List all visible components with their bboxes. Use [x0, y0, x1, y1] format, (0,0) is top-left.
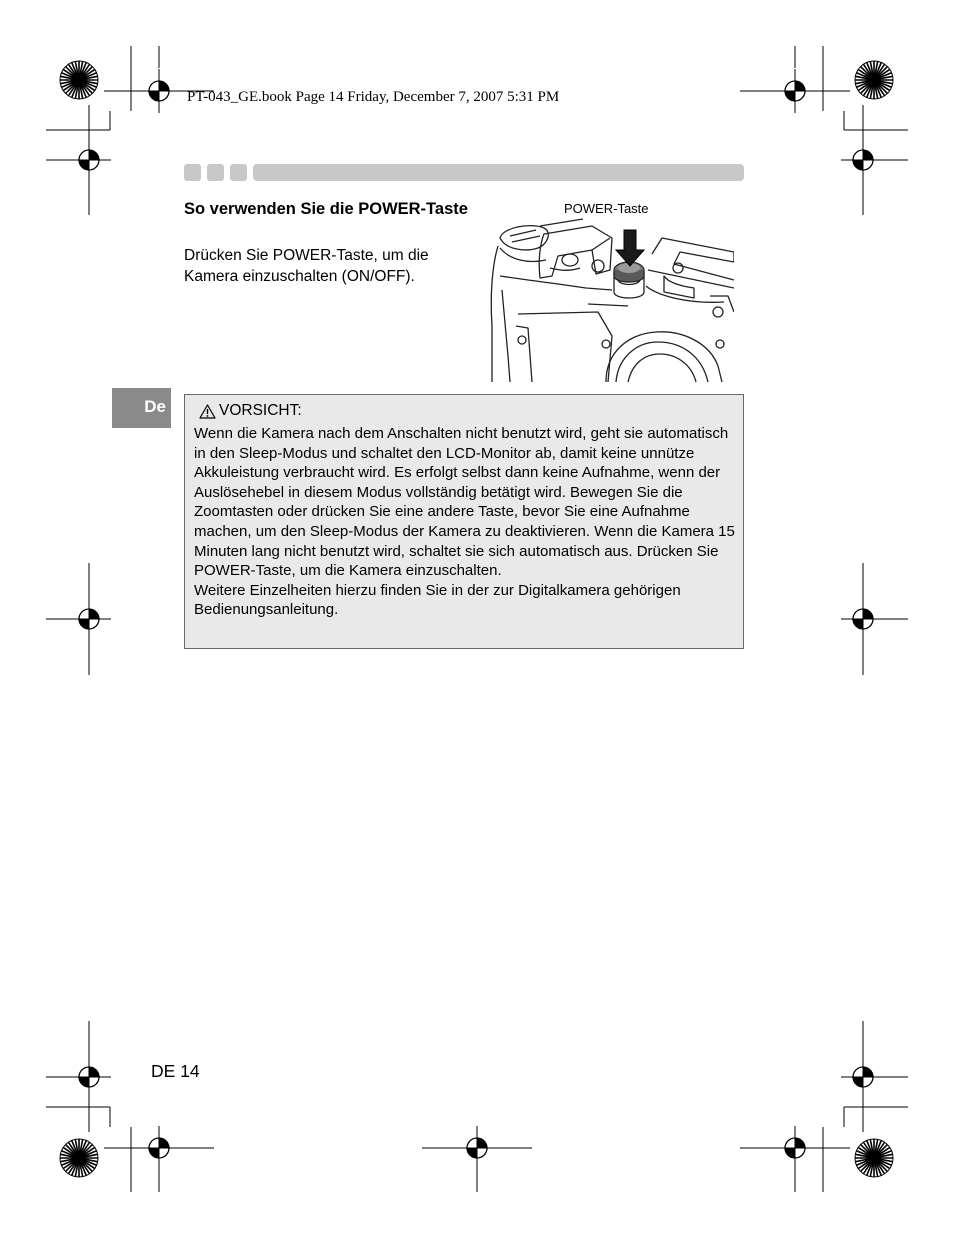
section-body: Drücken Sie POWER-Taste, um die Kamera einzuschalten (ON/OFF). [184, 247, 429, 285]
page-number: DE 14 [151, 1061, 200, 1081]
caution-box [184, 394, 744, 649]
language-tab [112, 388, 171, 428]
section-title: So verwenden Sie die POWER-Taste [184, 200, 468, 218]
camera-power-button-illustration [488, 216, 734, 384]
caution-title-row [199, 402, 302, 420]
heading-bar-square [207, 164, 224, 181]
caution-title: VORSICHT: [219, 402, 302, 419]
caution-body [194, 424, 739, 620]
caution-paragraph: Weitere Einzelheiten hierzu finden Sie in der zur Digitalkamera gehörigen Bedienungsanleitung. [194, 581, 681, 619]
print-header-line: PT-043_GE.book Page 14 Friday, December 7, 2007 5:31 PM [187, 89, 560, 105]
caution-paragraph: Wenn die Kamera nach dem Anschalten nicht benutzt wird, geht sie automatisch in den Sleep-Modus und schaltet den LCD-Monitor ab, damit keine unnütze Akkuleistung verbraucht wird. Es erfolgt selbst dann keine Aufnahme, wenn der Auslösehebel in diesem Modus vollständig betätigt wird. Bewegen Sie die Zoomtasten oder drücken Sie eine andere Taste, bevor Sie eine Aufnahme machen, um den Sleep-Modus der Kamera zu deaktivieren. Wenn die Kamera 15 Minuten lang nicht benutzt wird, schaltet sie sich automatisch aus. Drücken Sie POWER-Taste, um die Kamera einzuschalten. [194, 425, 735, 580]
heading-bar [253, 164, 744, 181]
warning-triangle-icon [199, 404, 216, 419]
figure-callout-label: POWER-Taste [564, 201, 649, 216]
heading-bar-square [230, 164, 247, 181]
heading-bar-square [184, 164, 201, 181]
language-tab-label: De [144, 397, 166, 416]
